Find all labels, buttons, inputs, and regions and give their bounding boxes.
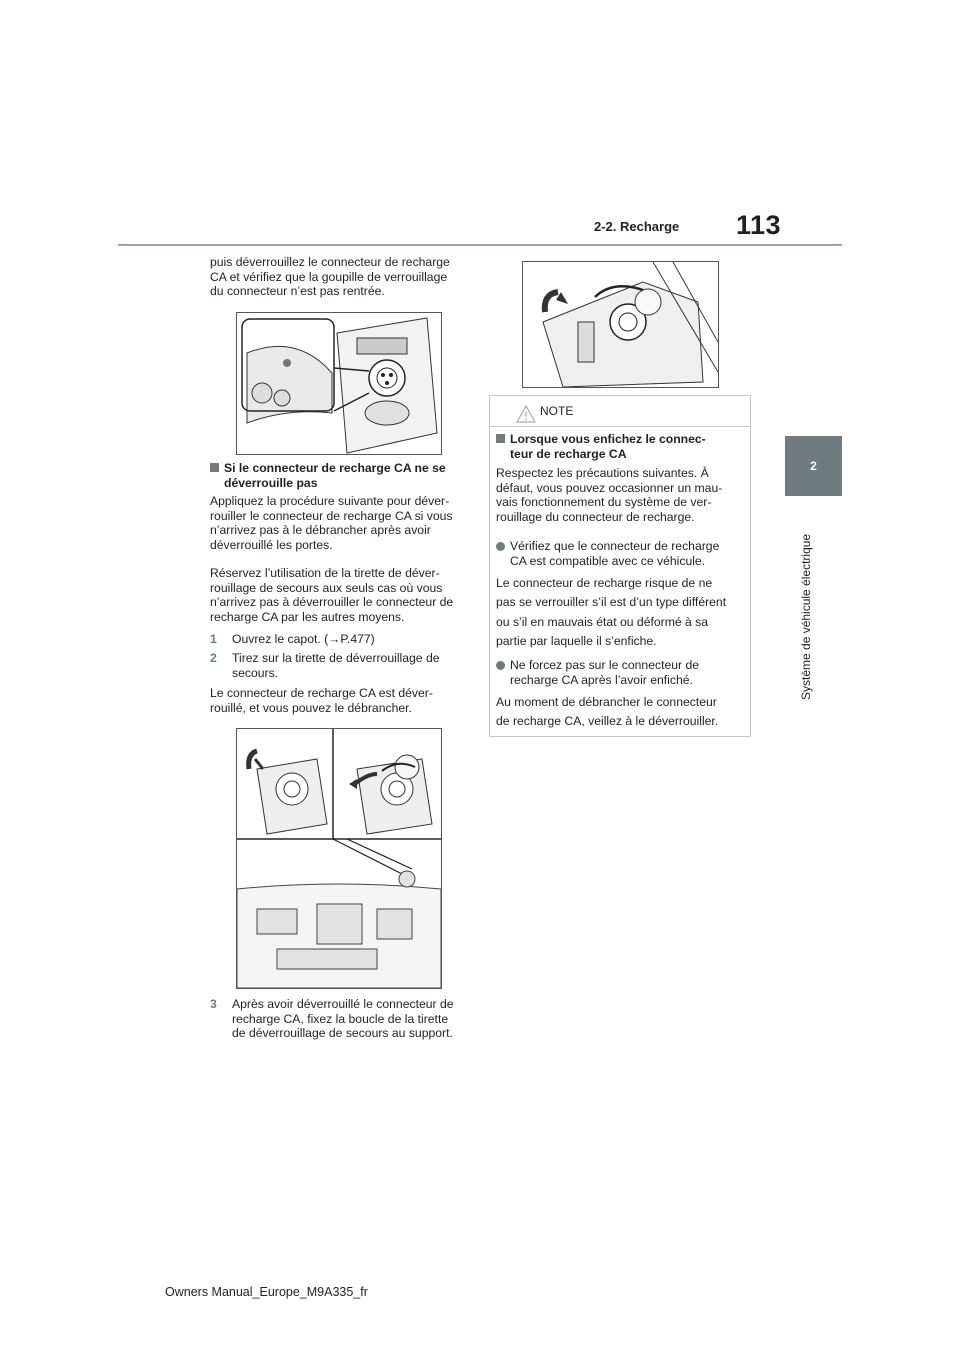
text-line: Vérifiez que le connecteur de recharge <box>510 539 720 553</box>
square-bullet-icon <box>210 463 219 472</box>
text-line: recharge CA après l’avoir enfiché. <box>510 672 693 687</box>
bullet-icon <box>496 542 505 551</box>
text-line: Ouvrez le capot. (→P.477) <box>232 632 375 646</box>
text-line: Respectez les précautions suivantes. À <box>496 466 709 480</box>
text-line: ou s’il en mauvais état ou déformé à sa <box>496 614 709 629</box>
bullet-icon <box>496 661 505 670</box>
square-bullet-icon <box>496 434 505 443</box>
text-line: du connecteur n’est pas rentrée. <box>210 284 385 299</box>
text-line: Après avoir déverrouillé le connecteur de <box>232 997 454 1011</box>
release-loop-illustration <box>522 261 719 388</box>
text-line: de déverrouillage de secours au support. <box>232 1026 453 1041</box>
chapter-tab: 2 <box>785 436 842 496</box>
note-header <box>490 396 750 427</box>
text-line: secours. <box>232 665 279 680</box>
intro-text <box>210 255 480 299</box>
step-number: 3 <box>210 997 217 1011</box>
paragraph-2 <box>210 566 480 624</box>
step-3 <box>210 997 480 1045</box>
paragraph-3 <box>210 686 480 715</box>
note-sub-2 <box>496 693 746 732</box>
footer-document-id: Owners Manual_Europe_M9A335_fr <box>165 1285 368 1299</box>
text-line: Réservez l’utilisation de la tirette de déver- <box>210 566 440 580</box>
note-paragraph <box>496 466 746 524</box>
text-line: n’arrivez pas à déverrouiller le connecteur de <box>210 595 454 610</box>
text-line: vais fonctionnement du système de ver- <box>496 495 712 510</box>
text-line: n’arrivez pas à le débrancher après avoir <box>210 523 431 538</box>
text-line: partie par laquelle il s’enfiche. <box>496 634 657 649</box>
text-line: rouillage du connecteur de recharge. <box>496 509 695 524</box>
step-number: 1 <box>210 632 217 646</box>
text-line: recharge CA par les autres moyens. <box>210 609 405 624</box>
section-title: 2-2. Recharge <box>594 219 680 234</box>
text-line: Le connecteur de recharge CA est déver- <box>210 686 433 700</box>
note-heading-line <box>496 432 746 447</box>
text-line: Tirez sur la tirette de déverrouillage de <box>232 651 440 665</box>
text-line: déverrouillé les portes. <box>210 537 333 552</box>
charge-port-illustration <box>236 312 442 455</box>
text-line: rouillage de secours aux seuls cas où vous <box>210 580 443 595</box>
emergency-release-illustration <box>236 728 442 989</box>
step-number: 2 <box>210 651 217 665</box>
subheading-line <box>210 461 480 476</box>
text-line: Le connecteur de recharge risque de ne <box>496 576 713 590</box>
text-line: Ne forcez pas sur le connecteur de <box>510 658 700 672</box>
text-line: Au moment de débrancher le connecteur <box>496 695 717 709</box>
text-line: Lorsque vous enfichez le connec- <box>510 432 706 446</box>
chapter-title: Système de véhicule électrique <box>799 533 813 700</box>
text-line: Appliquez la procédure suivante pour déver- <box>210 494 450 508</box>
text-line: teur de recharge CA <box>510 446 627 461</box>
text-line: rouiller le connecteur de recharge CA si vous <box>210 508 453 523</box>
text-line: pas se verrouiller s’il est d’un type différent <box>496 595 727 610</box>
text-line: puis déverrouillez le connecteur de recharge <box>210 255 450 269</box>
text-line: recharge CA, fixez la boucle de la tirette <box>232 1011 449 1026</box>
text-line: Si le connecteur de recharge CA ne se <box>224 461 446 475</box>
step-2 <box>210 651 480 683</box>
subheading <box>210 461 480 490</box>
text-line: défaut, vous pouvez occasionner un mau- <box>496 480 723 495</box>
page-number: 113 <box>736 210 782 240</box>
note-sub-1 <box>496 574 746 652</box>
text-line: CA est compatible avec ce véhicule. <box>510 553 706 568</box>
text-line: rouillé, et vous pouvez le débrancher. <box>210 700 412 715</box>
text-line: déverrouille pas <box>224 475 318 490</box>
step-1 <box>210 632 480 650</box>
note-label: NOTE <box>540 404 574 418</box>
warning-icon <box>516 405 536 423</box>
text-line: de recharge CA, veillez à le déverrouiller. <box>496 714 719 729</box>
header-rule <box>118 244 842 246</box>
paragraph-1 <box>210 494 480 552</box>
chapter-label <box>786 520 813 700</box>
text-line: CA et vérifiez que la goupille de verrouillage <box>210 269 448 284</box>
note-bullet-2 <box>496 658 746 690</box>
note-bullet-1 <box>496 539 746 571</box>
note-heading <box>496 432 746 461</box>
